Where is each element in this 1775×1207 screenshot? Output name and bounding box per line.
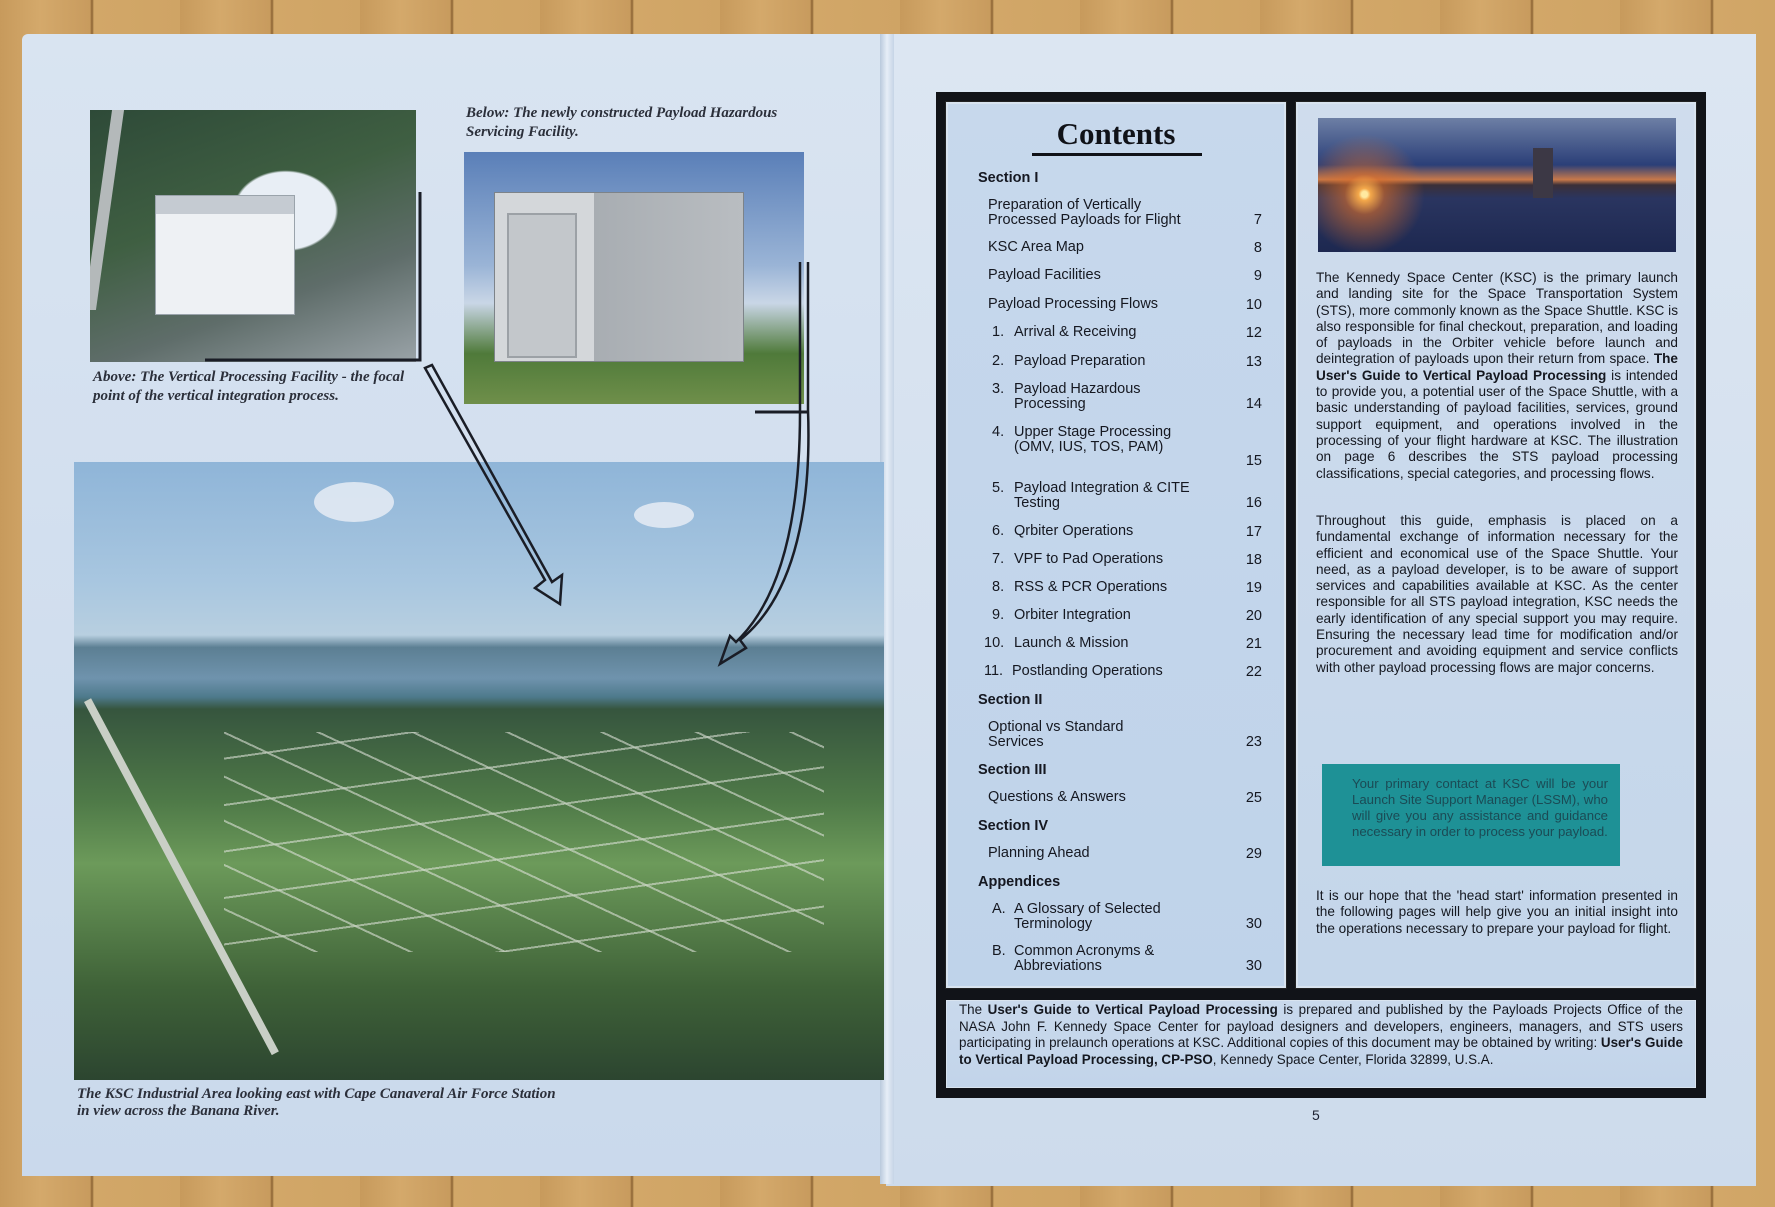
toc-page-number: 15 [1245,453,1262,469]
guide-title-bold: The User's Guide to Vertical Payload Processing [1316,351,1678,383]
toc-entry-label: Upper Stage Processing (OMV, IUS, TOS, PAM) [1014,424,1172,455]
toc-page-number: 10 [1245,297,1262,313]
industrial-caption: The KSC Industrial Area looking east with Cape Canaveral Air Force Station in view across the Banana River. [77,1086,556,1119]
toc-page-number: 7 [1253,212,1262,228]
intro-text-span: The Kennedy Space Center (KSC) is the primary launch and landing site for the Space Transportation System (STS), more commonly known as the Space Shuttle. KSC is also responsible for final checkout, preparation, and loading of payloads in the Orbiter vehicle before launch and deintegration of payloads upon their return from space. [1316,270,1678,367]
toc-section-heading: Section III [978,762,1047,778]
intro-text-span: is intended to provide you, a potential user of the Space Shuttle, with a basic understanding of payload facilities, services, ground support equipment, and operations involved in the processing of your flight hardware at KSC. The illustration on page 6 describes the STS payload processing classifications, special categories, and processing flows. [1316,367,1678,481]
toc-entry[interactable] [992,944,1272,974]
intro-paragraph-1 [1316,270,1678,482]
toc-entry-number: 10. [984,635,1005,651]
launch-tower-image [1533,148,1553,198]
toc-entry-number: 7. [992,551,1005,567]
toc-page-number: 12 [1245,325,1262,341]
toc-section-heading: Appendices [978,874,1061,890]
toc-page-number: 13 [1245,354,1262,370]
toc-entry[interactable] [988,720,1268,750]
toc-entry-label: RSS & PCR Operations [1014,579,1168,595]
toc-page-number: 17 [1245,524,1262,540]
intro-paragraph-2: Throughout this guide, emphasis is placed on a fundamental exchange of information necessary for the efficient and economical use of the Space Shuttle. Your need, as a payload developer, is to be aware of support services and capabilities available at KSC. As the center responsible for all STS payload integration, KSC needs the early identification of any special support you may require. Ensuring the necessary lead time for modification and/or procurement and avoiding equipment and service conflicts with other payload processing flows are major concerns. [1316,513,1678,675]
page-number: 5 [1312,1107,1320,1123]
toc-entry[interactable] [988,790,1268,805]
toc-page-number: 21 [1245,636,1262,652]
toc-entry-number: 9. [992,607,1005,623]
toc-page-number: 16 [1245,495,1262,511]
toc-entry-number: 2. [992,353,1005,369]
intro-paragraph-3: It is our hope that the 'head start' information presented in the following pages will help give you an initial insight into the operations necessary to prepare your payload for flight. [1316,888,1678,936]
toc-section-heading: Section IV [978,818,1049,834]
toc-page-number: 30 [1245,916,1262,932]
toc-page-number: 9 [1253,268,1262,284]
toc-entry-number: 3. [992,381,1005,397]
toc-section-heading: Section II [978,692,1043,708]
introduction-panel [1296,102,1696,988]
toc-entry-label: Questions & Answers [988,789,1126,805]
toc-entry-number: 1. [992,324,1005,340]
toc-entry[interactable] [992,524,1272,539]
toc-page-number: 8 [1253,240,1262,256]
toc-entry-number: 4. [992,424,1005,440]
footer-bold-address: User's Guide to Vertical Payload Processing, CP-PSO [959,1035,1683,1067]
toc-entry-label: Payload Processing Flows [988,296,1159,312]
toc-entry[interactable] [992,902,1272,932]
toc-page-number: 18 [1245,552,1262,568]
launch-pad-sunset-photo [1318,118,1676,252]
toc-entry-label: Launch & Mission [1014,635,1129,651]
table-of-contents [948,104,1284,986]
toc-entry-label: Common Acronyms & Abbreviations [1014,943,1155,974]
toc-entry[interactable] [992,325,1272,340]
cloud-image [314,482,394,522]
vpf-caption: Above: The Vertical Processing Facility - the focal point of the vertical integration process. [93,369,405,404]
toc-entry-number: 5. [992,480,1005,496]
phsf-building-image [494,192,744,362]
footer-bold-title: User's Guide to Vertical Payload Processing [987,1002,1278,1017]
toc-page-number: 25 [1245,790,1262,806]
toc-entry-number: B. [992,943,1006,959]
toc-entry-number: 11. [984,663,1004,679]
footer-text: , Kennedy Space Center, Florida 32899, U.S.A. [1212,1051,1494,1067]
toc-entry-label: Planning Ahead [988,845,1090,861]
toc-entry-label: Qrbiter Operations [1014,523,1134,539]
toc-entry[interactable] [992,552,1272,567]
toc-entry-number: 8. [992,579,1005,595]
toc-entry[interactable] [992,580,1272,595]
toc-page-number: 22 [1245,664,1262,680]
toc-entry-label: VPF to Pad Operations [1014,551,1164,567]
toc-entry[interactable] [988,297,1268,312]
toc-entry[interactable] [984,664,1264,679]
toc-entry-label: Preparation of Vertically Processed Payloads for Flight [988,197,1181,228]
toc-entry-label: Postlanding Operations [1012,663,1163,679]
ksc-industrial-area-photo [74,462,884,1080]
cloud-image [634,502,694,528]
toc-entry-label: Optional vs Standard Services [988,719,1124,750]
toc-entry-label: Payload Facilities [988,267,1101,283]
toc-entry[interactable] [988,240,1268,255]
toc-entry-label: Payload Preparation [1014,353,1146,369]
toc-entry-label: Payload Integration & CITE Testing [1014,480,1190,511]
toc-entry[interactable] [992,354,1272,369]
toc-page-number: 19 [1245,580,1262,596]
toc-entry-label: Orbiter Integration [1014,607,1131,623]
toc-entry-number: 6. [992,523,1005,539]
lssm-callout: Your primary contact at KSC will be your Launch Site Support Manager (LSSM), who will give you any assistance and guidance necessary in order to process your payload. [1322,764,1620,866]
toc-page-number: 14 [1245,396,1262,412]
toc-entry[interactable] [992,481,1272,511]
toc-entry-label: Payload Hazardous Processing [1014,381,1141,412]
toc-entry-label: KSC Area Map [988,239,1084,255]
toc-entry-label: Arrival & Receiving [1014,324,1137,340]
phsf-caption: Below: The newly constructed Payload Hazardous Servicing Facility. [466,105,778,140]
toc-entry[interactable] [984,636,1264,651]
toc-entry-label: A Glossary of Selected Terminology [1014,901,1161,932]
road-image [90,110,124,310]
publication-note [946,1000,1696,1088]
toc-entry[interactable] [988,198,1268,228]
toc-entry[interactable] [988,846,1268,861]
industrial-grid-image [224,732,824,952]
footer-text: The [959,1002,988,1017]
toc-entry[interactable] [992,608,1272,623]
toc-page-number: 23 [1245,734,1262,750]
toc-page-number: 20 [1245,608,1262,624]
toc-entry[interactable] [988,268,1268,283]
payload-hazardous-servicing-facility-photo [464,152,804,404]
toc-entry[interactable] [992,382,1272,412]
vertical-processing-facility-photo [90,110,416,362]
footer-text: is prepared and published by the Payloads Projects Office of the NASA John F. Kennedy Space Center for payload designers and developers, engineers, managers, and STS users participating in prelaunch operations at KSC. Additional copies of this document may be obtained by writing: [959,1002,1683,1051]
toc-entry[interactable] [992,425,1272,455]
contents-title: Contents [1056,116,1176,151]
phsf-door-image [507,213,577,358]
toc-page-number: 30 [1245,958,1262,974]
vpf-building-image [155,195,295,315]
toc-entry-number: A. [992,901,1006,917]
toc-section-heading: Section I [978,170,1039,186]
toc-page-number: 29 [1245,846,1262,862]
contents-panel [946,102,1286,988]
